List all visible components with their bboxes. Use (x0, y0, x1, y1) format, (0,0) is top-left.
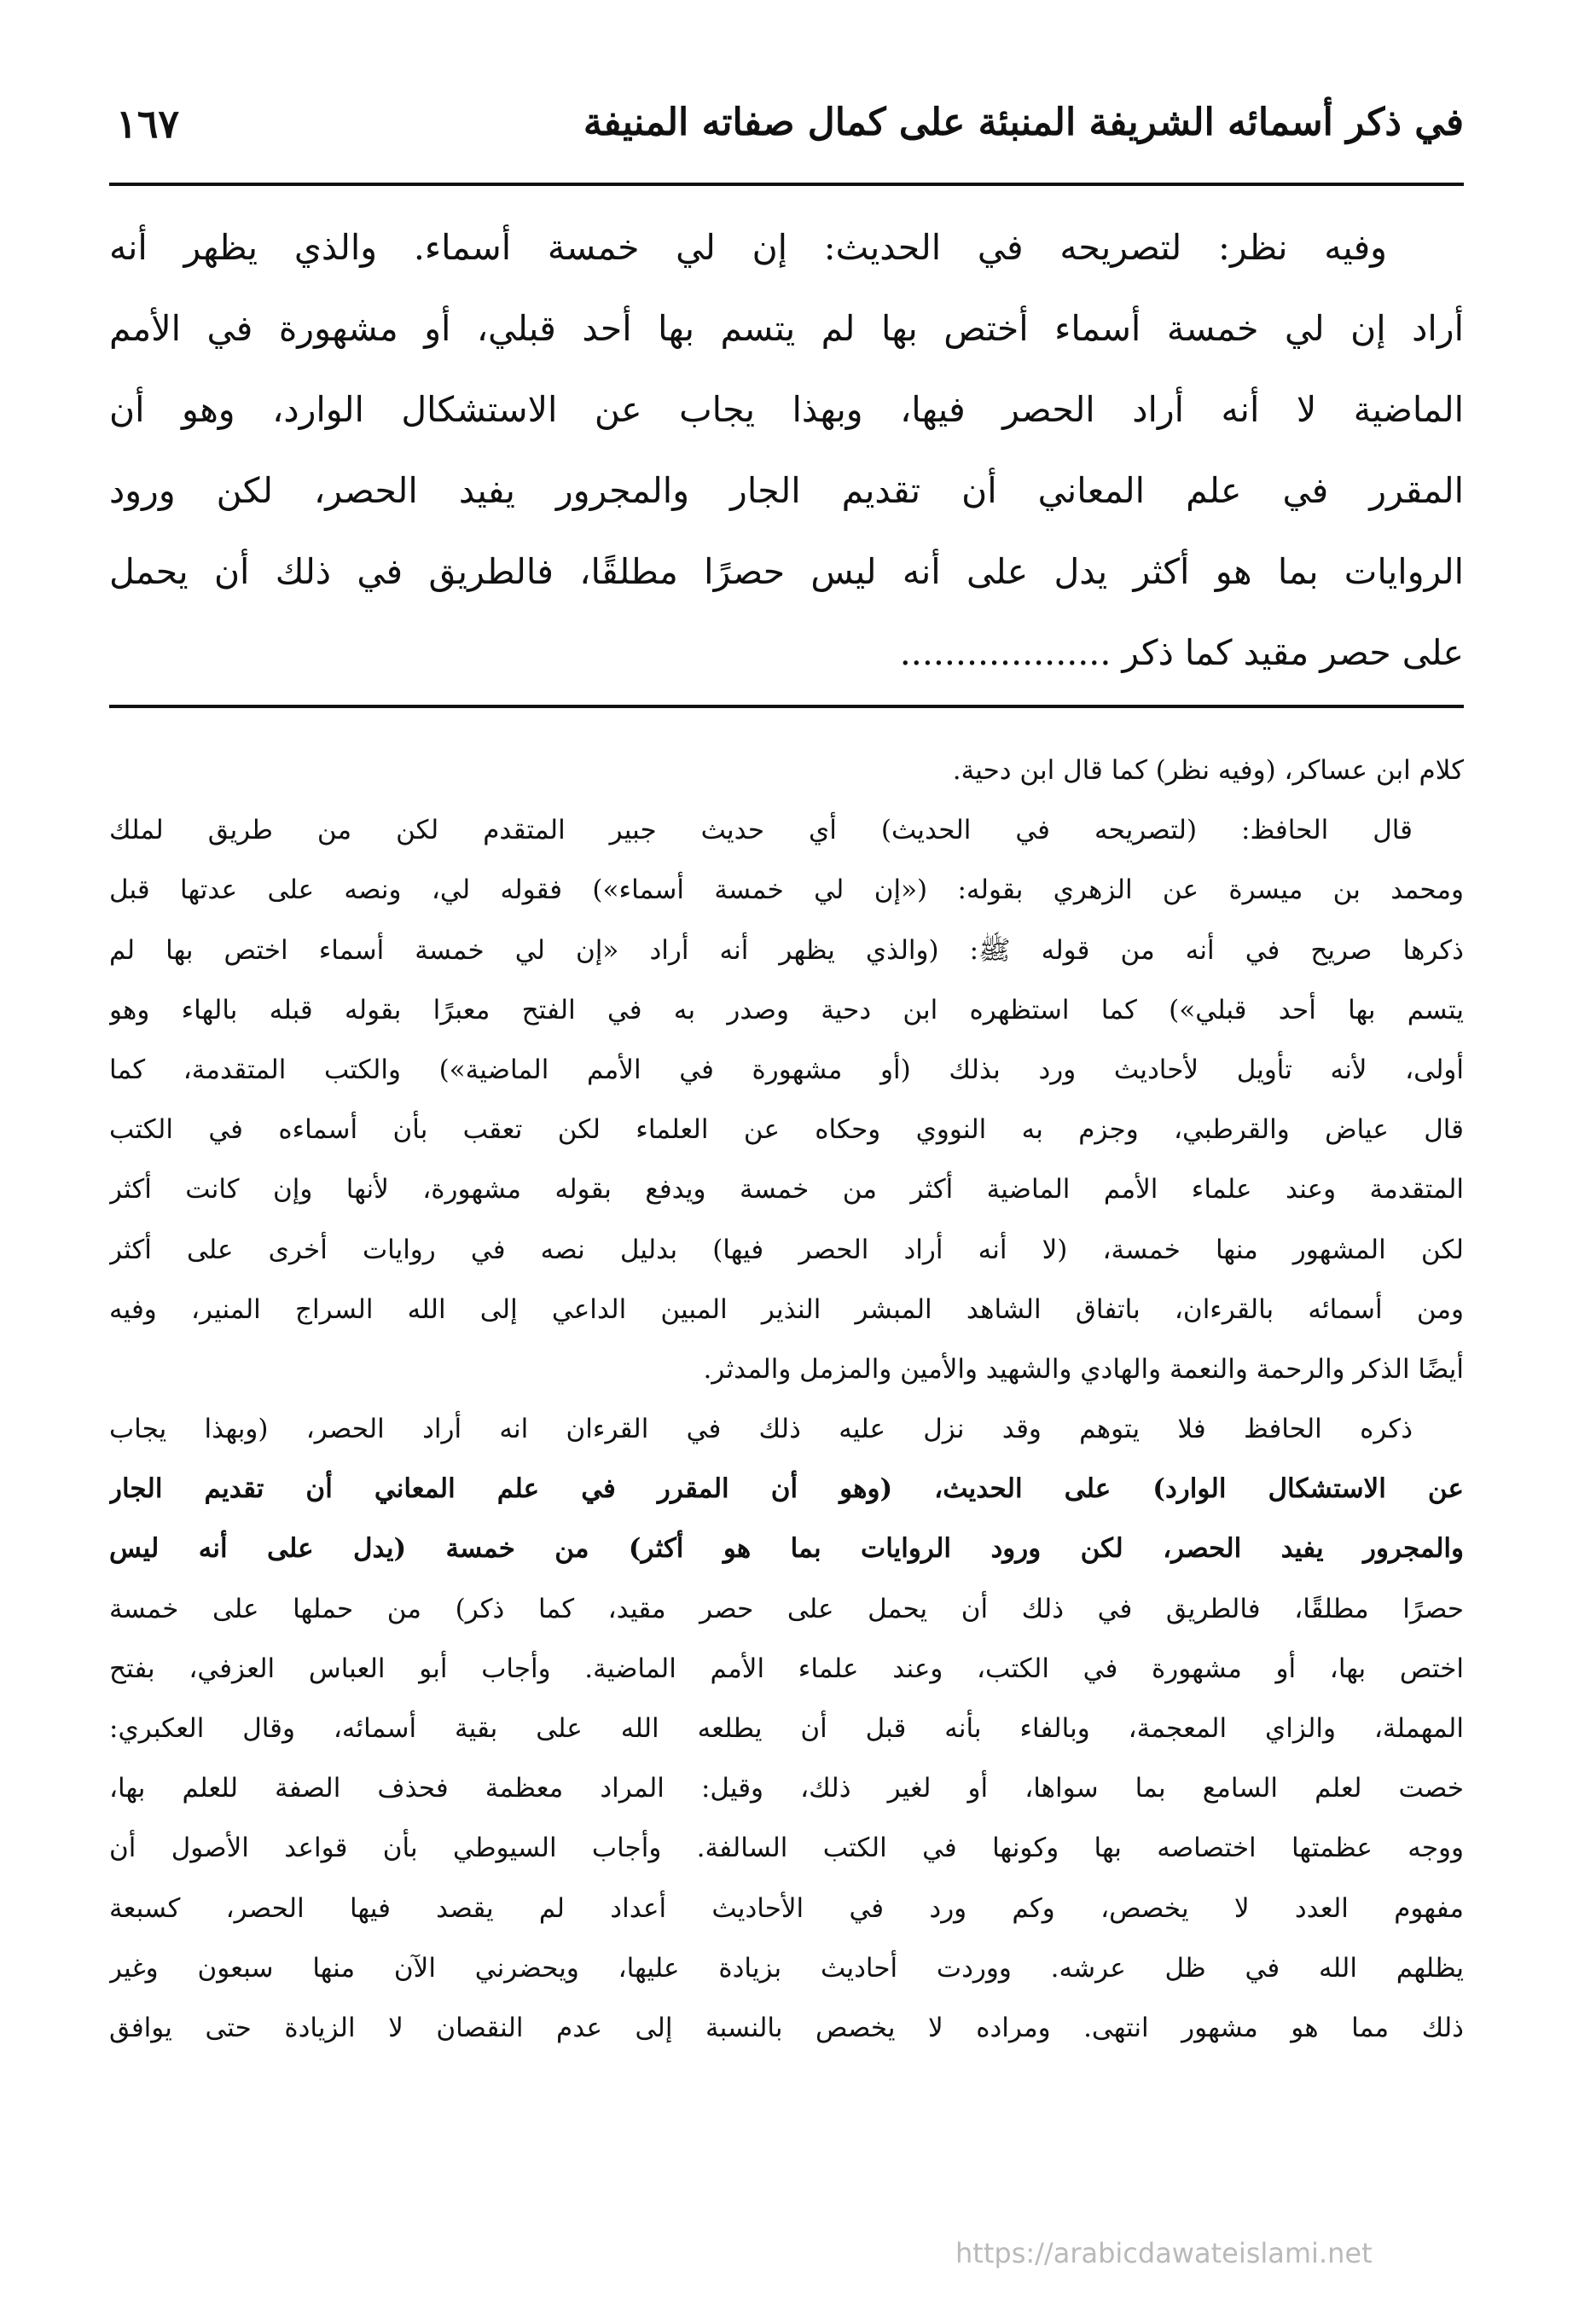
commentary-line: مفهوم العدد لا يخصص، وكم ورد في الأحاديث أعداد لم يقصد فيها الحصر، كسبعة (109, 1892, 1464, 1924)
matn-line: الروايات بما هو أكثر يدل على أنه ليس حصرًا مطلقًا، فالطريق في ذلك أن يحمل (109, 551, 1464, 592)
commentary-line: أولى، لأنه تأويل لأحاديث ورد بذلك (أو مشهورة في الأمم الماضية») والكتب المتقدمة، كما (109, 1054, 1464, 1085)
matn-last-line (109, 627, 1464, 708)
commentary-line: عن الاستشكال الوارد) على الحديث، (وهو أن المقرر في علم المعاني أن تقديم الجار (109, 1473, 1464, 1505)
commentary-line: والمجرور يفيد الحصر، لكن ورود الروايات بما هو أكثر) من خمسة (يدل على أنه ليس (109, 1533, 1464, 1565)
commentary-line: اختص بها، أو مشهورة في الكتب، وعند علماء الأمم الماضية. وأجاب أبو العباس العزفي، بفتح (109, 1653, 1464, 1684)
commentary-line: ومحمد بن ميسرة عن الزهري بقوله: («إن لي خمسة أسماء») فقوله لي، ونصه على عدتها قبل (109, 874, 1464, 906)
separator-rule (109, 705, 1464, 708)
matn-line: المقرر في علم المعاني أن تقديم الجار والمجرور يفيد الحصر، لكن ورود (109, 470, 1464, 511)
watermark-url: https://arabicdawateislami.net (955, 2237, 1373, 2269)
page-number: ١٦٧ (116, 101, 180, 147)
commentary-line: ذكرها صريح في أنه من قوله ﷺ: (والذي يظهر أنه أراد «إن لي خمسة أسماء اختص بها لم (109, 934, 1464, 966)
commentary-line: كلام ابن عساكر، (وفيه نظر) كما قال ابن دحية. (952, 755, 1464, 786)
commentary-line: ووجه عظمتها اختصاصه بها وكونها في الكتب السالفة. وأجاب السيوطي بأن قواعد الأصول أن (109, 1833, 1464, 1864)
commentary-line: أيضًا الذكر والرحمة والنعمة والهادي والشهيد والأمين والمزمل والمدثر. (703, 1353, 1464, 1385)
commentary-text-block (109, 751, 1464, 2068)
running-title: في ذكر أسمائه الشريفة المنبئة على كمال صفاته المنيفة (583, 101, 1464, 144)
commentary-line: المتقدمة وعند علماء الأمم الماضية أكثر من خمسة ويدفع بقوله مشهورة، لأنها وإن كانت أكثر (109, 1174, 1464, 1206)
commentary-line: قال الحافظ: (لتصريحه في الحديث) أي حديث جبير المتقدم لكن من طريق لملك (109, 815, 1413, 846)
commentary-line: يتسم بها أحد قبلي») كما استظهره ابن دحية وصدر به في الفتح معبرًا بقوله قبله بالهاء وهو (109, 994, 1464, 1025)
header-rule (109, 183, 1464, 186)
page-header (109, 101, 1464, 160)
matn-line: وفيه نظر: لتصريحه في الحديث: إن لي خمسة أسماء. والذي يظهر أنه (109, 227, 1387, 268)
commentary-line: ذلك مما هو مشهور انتهى. ومراده لا يخصص بالنسبة إلى عدم النقصان لا الزيادة حتى يوافق (109, 2012, 1464, 2043)
commentary-line: خصت لعلم السامع بما سواها، أو لغير ذلك، وقيل: المراد معظمة فحذف الصفة للعلم بها، (109, 1773, 1464, 1804)
matn-line: الماضية لا أنه أراد الحصر فيها، وبهذا يجاب عن الاستشكال الوارد، وهو أن (109, 389, 1464, 430)
matn-dots: ................... (899, 632, 1112, 673)
matn-line: على حصر مقيد كما ذكر (1122, 632, 1464, 673)
commentary-line: ومن أسمائه بالقرءان، باتفاق الشاهد المبشر النذير المبين الداعي إلى الله السراج المنير، وفيه (109, 1293, 1464, 1325)
commentary-line: يظلهم الله في ظل عرشه. ووردت أحاديث بزيادة عليها، ويحضرني الآن منها سبعون وغير (109, 1952, 1464, 1984)
commentary-line: لكن المشهور منها خمسة، (لا أنه أراد الحصر فيها) بدليل نصه في روايات أخرى على أكثر (109, 1234, 1464, 1265)
commentary-line: ذكره الحافظ فلا يتوهم وقد نزل عليه ذلك في القرءان انه أراد الحصر، (وبهذا يجاب (109, 1414, 1413, 1445)
matn-text-block (109, 222, 1464, 708)
commentary-line: قال عياض والقرطبي، وجزم به النووي وحكاه عن العلماء لكن تعقب بأن أسماءه في الكتب (109, 1114, 1464, 1146)
commentary-line: حصرًا مطلقًا، فالطريق في ذلك أن يحمل على حصر مقيد، كما ذكر) من حملها على خمسة (109, 1593, 1464, 1624)
matn-line: أراد إن لي خمسة أسماء أختص بها لم يتسم بها أحد قبلي، أو مشهورة في الأمم (109, 308, 1464, 349)
commentary-line: المهملة، والزاي المعجمة، وبالفاء بأنه قبل أن يطلعه الله على بقية أسمائه، وقال العكبري: (109, 1713, 1464, 1744)
